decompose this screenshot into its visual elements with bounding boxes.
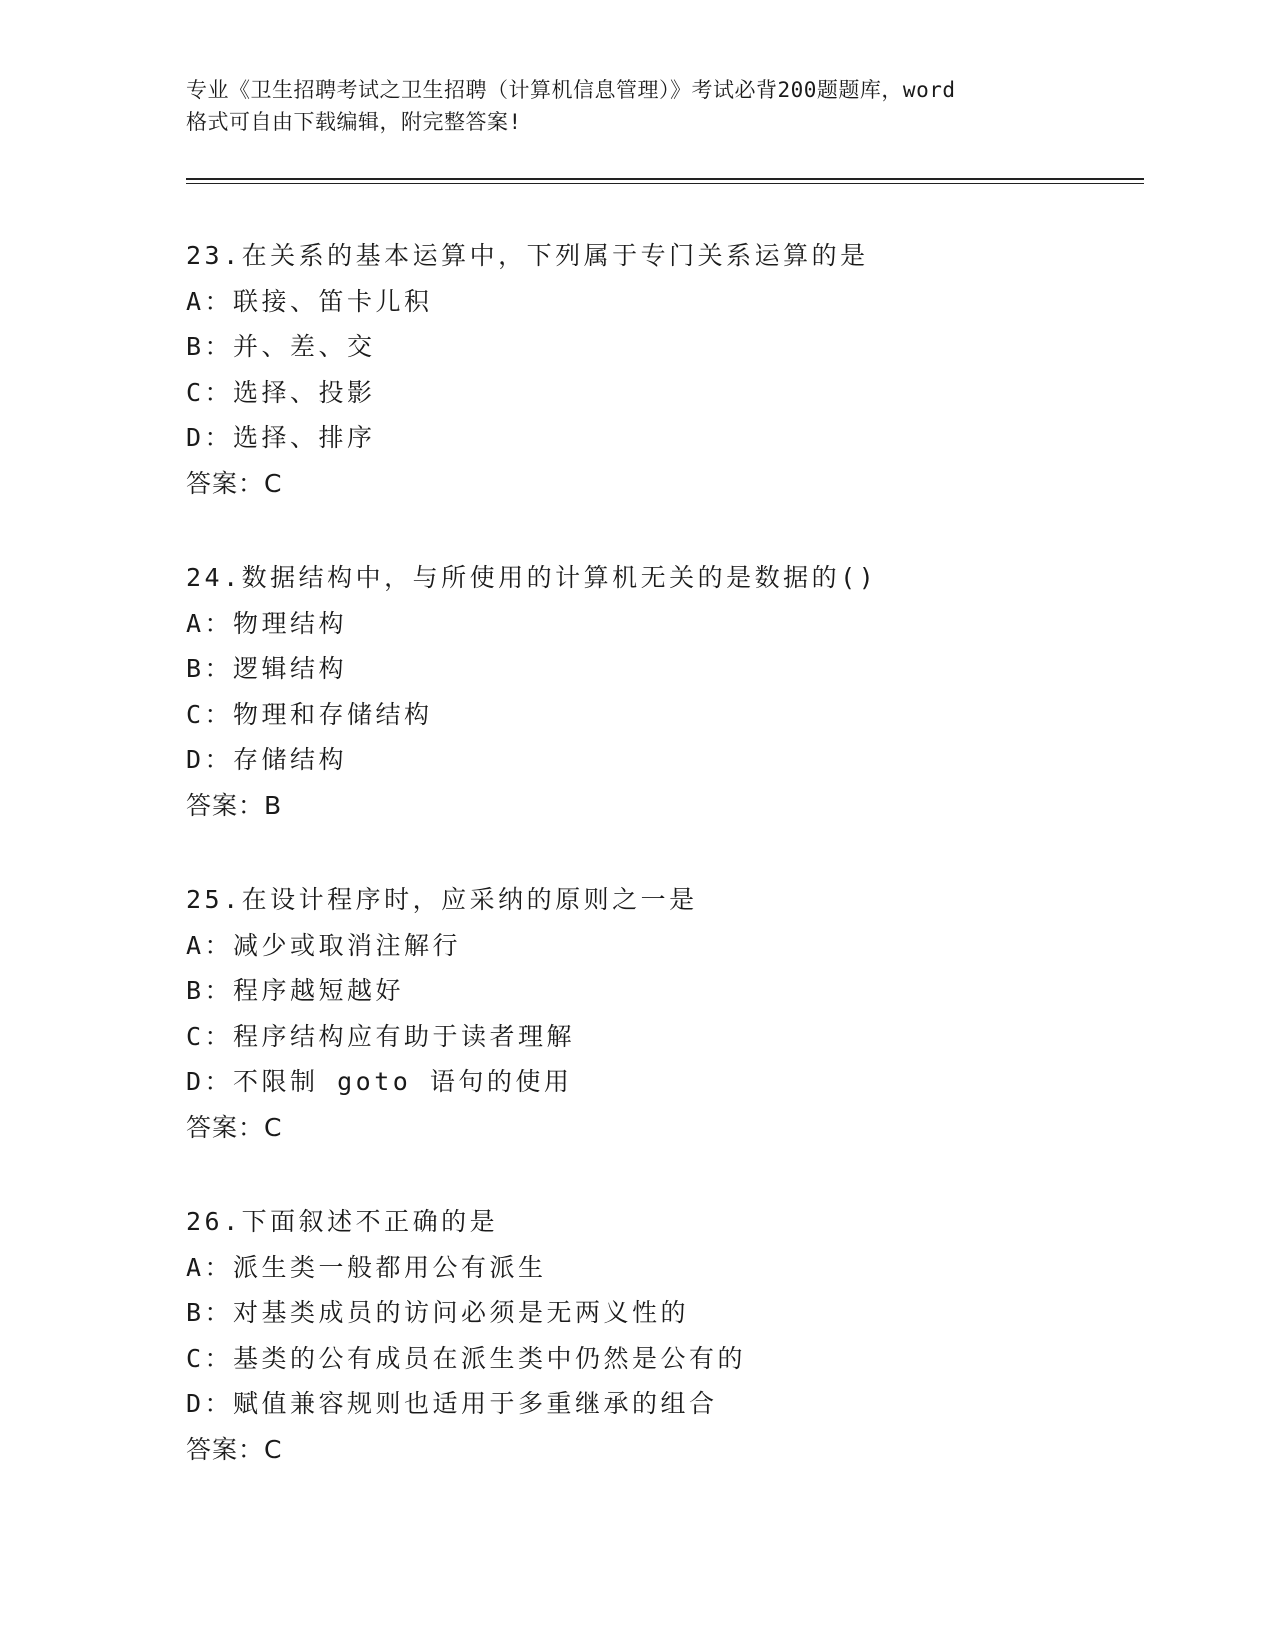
question-stem: 25.在设计程序时，应采纳的原则之一是 bbox=[186, 885, 698, 914]
document-header bbox=[186, 74, 1086, 138]
option-c: C：程序结构应有助于读者理解 bbox=[186, 1021, 576, 1051]
option-c: C：选择、投影 bbox=[186, 377, 376, 407]
header-line-2: 格式可自由下载编辑，附完整答案! bbox=[186, 110, 522, 134]
option-d: D：赋值兼容规则也适用于多重继承的组合 bbox=[186, 1389, 718, 1418]
option-d: D：不限制 goto 语句的使用 bbox=[186, 1067, 573, 1096]
option-b: B：程序越短越好 bbox=[186, 976, 405, 1005]
question-26 bbox=[186, 1199, 1126, 1472]
option-a: A：减少或取消注解行 bbox=[186, 930, 462, 960]
question-25 bbox=[186, 877, 1126, 1150]
question-list bbox=[186, 233, 1126, 1521]
question-stem: 23.在关系的基本运算中，下列属于专门关系运算的是 bbox=[186, 241, 869, 270]
option-c: C：基类的公有成员在派生类中仍然是公有的 bbox=[186, 1343, 747, 1373]
option-a: A：联接、笛卡儿积 bbox=[186, 286, 433, 316]
option-a: A：派生类一般都用公有派生 bbox=[186, 1252, 547, 1282]
answer-line: 答案：C bbox=[186, 1112, 283, 1142]
question-24 bbox=[186, 555, 1126, 828]
option-b: B：并、差、交 bbox=[186, 332, 376, 361]
question-stem: 24.数据结构中，与所使用的计算机无关的是数据的() bbox=[186, 563, 878, 592]
question-23 bbox=[186, 233, 1126, 506]
option-d: D：选择、排序 bbox=[186, 423, 376, 452]
option-d: D：存储结构 bbox=[186, 745, 348, 774]
answer-line: 答案：B bbox=[186, 790, 283, 820]
option-c: C：物理和存储结构 bbox=[186, 699, 433, 729]
header-divider-thick bbox=[186, 178, 1144, 180]
option-b: B：逻辑结构 bbox=[186, 654, 348, 683]
answer-line: 答案：C bbox=[186, 468, 283, 498]
header-divider-thin bbox=[186, 183, 1144, 184]
option-a: A：物理结构 bbox=[186, 608, 348, 638]
question-stem: 26.下面叙述不正确的是 bbox=[186, 1207, 499, 1236]
option-b: B：对基类成员的访问必须是无两义性的 bbox=[186, 1298, 690, 1327]
answer-line: 答案：C bbox=[186, 1434, 283, 1464]
header-line-1: 专业《卫生招聘考试之卫生招聘（计算机信息管理）》考试必背200题题库，word bbox=[186, 78, 956, 102]
